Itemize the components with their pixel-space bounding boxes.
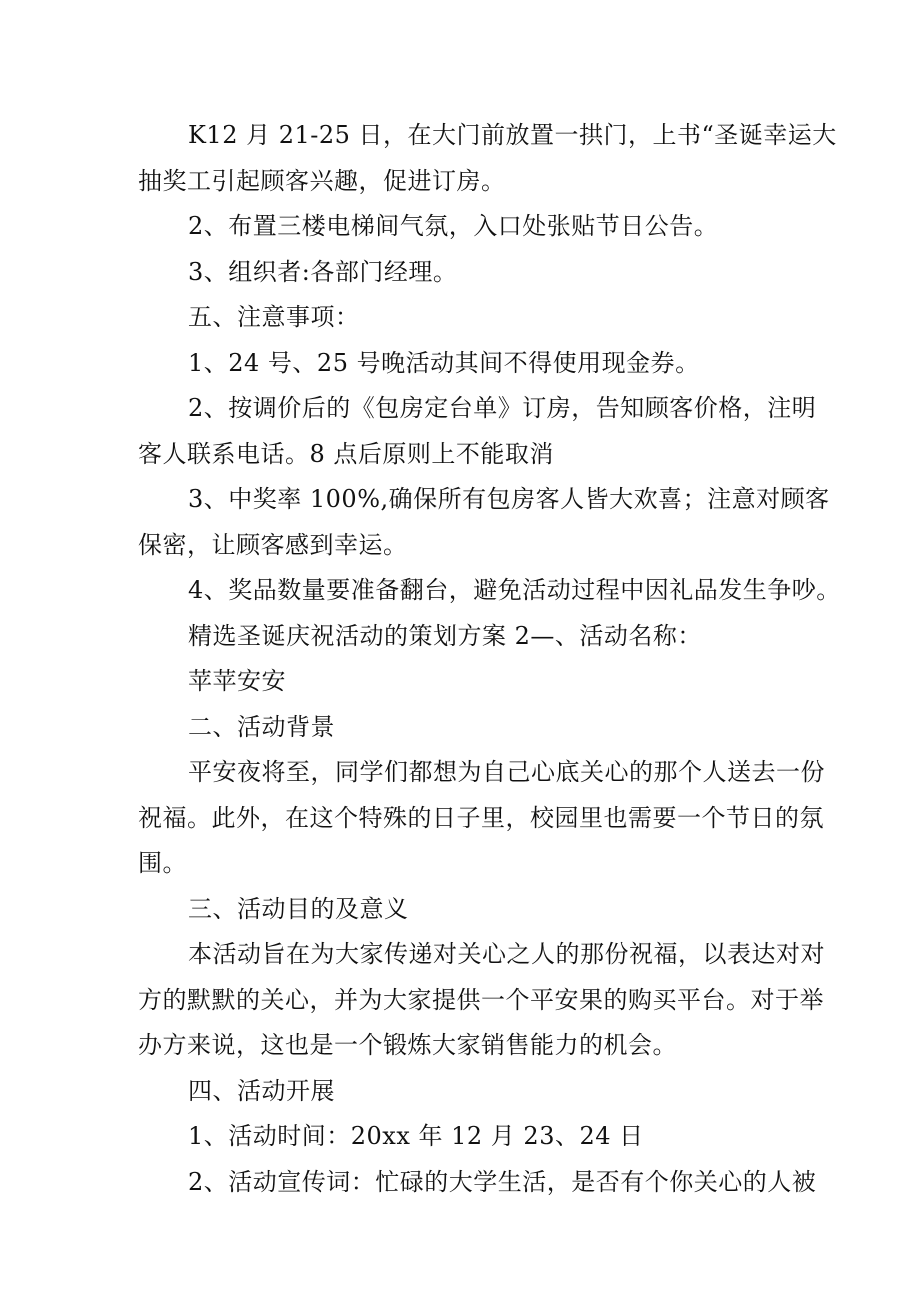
section-heading: 五、注意事项：: [188, 303, 360, 331]
text-line: K12 月 21-25 日，在大门前放置一拱门，上书“圣诞幸运大: [188, 121, 837, 149]
text-line: 2、按调价后的《包房定台单》订房，告知顾客价格，注明: [188, 394, 817, 422]
text-line: 围。: [138, 849, 187, 877]
text-line: 办方来说，这也是一个锻炼大家销售能力的机会。: [138, 1031, 677, 1059]
text-line: 3、中奖率 100%,确保所有包房客人皆大欢喜；注意对顾客: [188, 485, 830, 513]
text-line: 3、组织者:各部门经理。: [188, 257, 458, 286]
section-heading: 二、活动背景: [188, 712, 335, 741]
text-line: 平安夜将至，同学们都想为自己心底关心的那个人送去一份: [188, 758, 825, 786]
text-line: 苹苹安安: [188, 667, 286, 695]
section-heading: 四、活动开展: [188, 1076, 335, 1105]
text-line: 2、活动宣传词：忙碌的大学生活，是否有个你关心的人被: [188, 1167, 817, 1196]
text-line: 1、活动时间：20xx 年 12 月 23、24 日: [188, 1122, 644, 1150]
text-line: 4、奖品数量要准备翻台，避免活动过程中因礼品发生争吵。: [188, 576, 841, 604]
text-line: 1、24 号、25 号晚活动其间不得使用现金券。: [188, 348, 700, 377]
text-line: 本活动旨在为大家传递对关心之人的那份祝福，以表达对对: [188, 940, 825, 968]
text-line: 抽奖工引起顾客兴趣，促进订房。: [138, 166, 506, 195]
text-line: 方的默默的关心，并为大家提供一个平安果的购买平台。对于举: [138, 985, 824, 1014]
text-line: 保密，让顾客感到幸运。: [138, 530, 408, 559]
text-line: 客人联系电话。8 点后原则上不能取消: [138, 439, 554, 468]
text-line: 祝福。此外，在这个特殊的日子里，校园里也需要一个节日的氛: [138, 803, 824, 832]
section-heading: 三、活动目的及意义: [188, 894, 409, 923]
text-line: 2、布置三楼电梯间气氛，入口处张贴节日公告。: [188, 212, 719, 240]
text-line: 精选圣诞庆祝活动的策划方案 2—、活动名称：: [188, 621, 702, 650]
document-body: [138, 113, 841, 1205]
